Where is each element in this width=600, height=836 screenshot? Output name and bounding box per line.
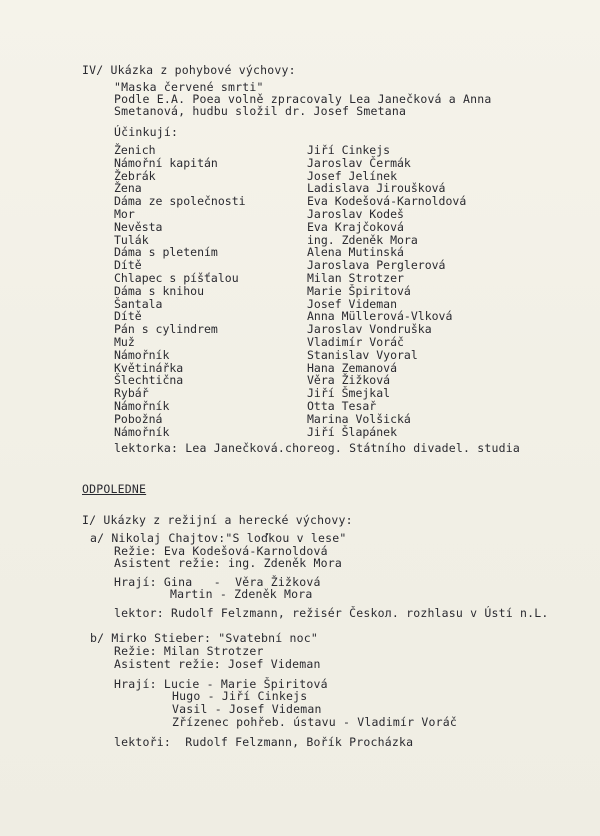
play-description-line-2: Smetanová, hudbu složil dr. Josef Smetana [114, 104, 407, 118]
cast-role: Rybář [114, 386, 149, 400]
cast-actor: Josef Jelínek [307, 169, 398, 183]
item-a-lecturer: lektor: Rudolf Felzmann, režisér Českoл. rozhlasu v Ústí n.L. [114, 606, 549, 620]
cast-actor: Jaroslava Perglerová [307, 258, 446, 272]
cast-role: Námořník [114, 425, 170, 439]
item-a-cast-2: Martin - Zdeněk Mora [170, 587, 313, 601]
cast-role: Námořní kapitán [114, 156, 218, 170]
cast-role: Dáma s knihou [114, 284, 205, 298]
afternoon-heading: ODPOLEDNE [82, 482, 147, 496]
item-a-title: a/ Nikolaj Chajtov:"S loďkou v lese" [90, 531, 347, 545]
cast-role: Pán s cylindrem [114, 322, 218, 336]
cast-actor: Jiří Cinkejs [307, 143, 391, 157]
cast-role: Dáma s pletením [114, 245, 218, 259]
cast-role: Dítě [114, 258, 142, 272]
cast-role: Šlechtična [114, 373, 184, 387]
cast-role: Mor [114, 207, 135, 221]
cast-role: Námořník [114, 399, 170, 413]
cast-role: Tulák [114, 233, 149, 247]
cast-role: Námořník [114, 348, 170, 362]
item-a-cast-1: Hrají: Gina - Věra Žižková [114, 575, 321, 589]
cast-actor: Milan Strotzer [307, 271, 404, 285]
item-b-assistant: Asistent režie: Josef Videman [114, 657, 321, 671]
cast-role: Ženich [114, 143, 156, 157]
cast-role: Pobožná [114, 412, 163, 426]
cast-role: Muž [114, 335, 135, 349]
item-b-cast-2: Hugo - Jiří Cinkejs [172, 689, 308, 703]
play-description-line-1: Podle E.A. Poea volně zpracovaly Lea Janečková a Anna [114, 92, 492, 106]
cast-role: Dítě [114, 309, 142, 323]
cast-actor: Eva Krajčoková [307, 220, 404, 234]
item-b-cast-4: Zřízenec pohřeb. ústavu - Vladimír Voráč [172, 715, 457, 729]
cast-label: Účinkují: [114, 125, 179, 139]
cast-role: Nevěsta [114, 220, 163, 234]
cast-actor: Anna Müllerová-Vlková [307, 309, 453, 323]
item-b-cast-1: Hrají: Lucie - Marie Špiritová [114, 677, 328, 691]
cast-actor: Jiří Šlapánek [307, 425, 398, 439]
cast-role: Šantala [114, 297, 163, 311]
cast-actor: Hana Zemanová [307, 361, 398, 375]
cast-actor: Josef Videman [307, 297, 398, 311]
item-b-cast-3: Vasil - Josef Videman [172, 702, 322, 716]
cast-role: Žena [114, 181, 142, 195]
item-a-director: Režie: Eva Kodešová-Karnoldová [114, 544, 328, 558]
cast-role: Chlapec s píšťalou [114, 271, 239, 285]
cast-actor: Jiří Šmejkal [307, 386, 391, 400]
section-i-heading: I/ Ukázky z režijní a herecké výchovy: [82, 513, 353, 527]
item-b-title: b/ Mirko Stieber: "Svatební noc" [90, 631, 318, 645]
cast-actor: Vladimír Voráč [307, 335, 404, 349]
cast-role: Žebrák [114, 169, 156, 183]
item-b-director: Režie: Milan Strotzer [114, 644, 264, 658]
cast-actor: Eva Kodešová-Karnoldová [307, 194, 467, 208]
cast-actor: Věra Žižková [307, 373, 391, 387]
item-b-lecturers: lektoři: Rudolf Felzmann, Bořík Procházka [114, 735, 414, 749]
cast-role: Dáma ze společnosti [114, 194, 246, 208]
cast-actor: Ladislava Jiroušková [307, 181, 446, 195]
cast-actor: ing. Zdeněk Mora [307, 233, 418, 247]
cast-actor: Stanislav Vyoral [307, 348, 418, 362]
cast-actor: Marina Volšická [307, 412, 411, 426]
cast-actor: Alena Mutinská [307, 245, 404, 259]
cast-role: Květinářka [114, 361, 184, 375]
item-a-assistant: Asistent režie: ing. Zdeněk Mora [114, 556, 342, 570]
cast-actor: Jaroslav Vondruška [307, 322, 432, 336]
cast-actor: Otta Tesař [307, 399, 377, 413]
lecturer-line: lektorka: Lea Janečková.choreog. Státního divadel. studia [114, 441, 521, 455]
cast-actor: Jaroslav Kodeš [307, 207, 404, 221]
cast-actor: Marie Špiritová [307, 284, 411, 298]
section-iv-heading: IV/ Ukázka z pohybové výchovy: [82, 63, 296, 77]
play-title: "Maska červené smrti" [114, 80, 264, 94]
cast-actor: Jaroslav Čermák [307, 156, 411, 170]
